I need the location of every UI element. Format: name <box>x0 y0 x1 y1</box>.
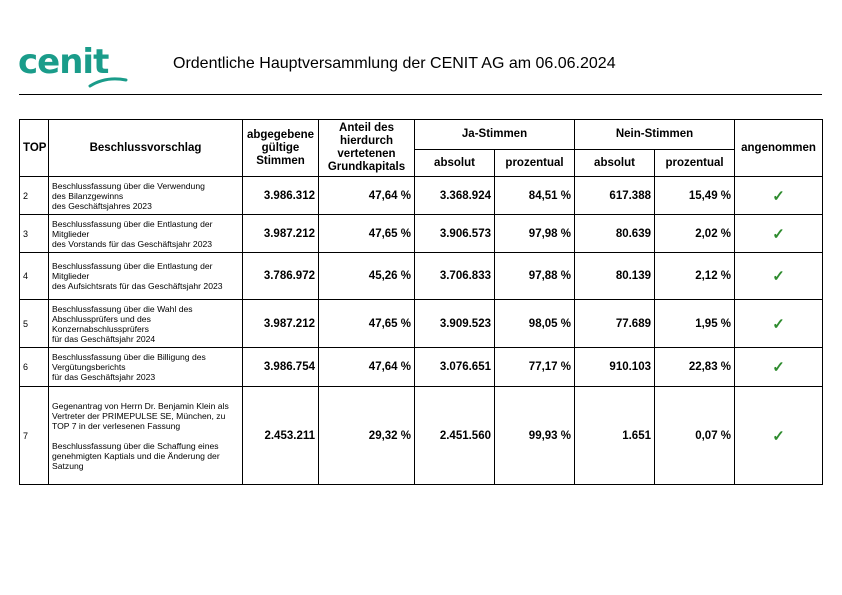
top-number: 5 <box>20 300 49 348</box>
yes-absolute: 3.076.651 <box>415 348 495 387</box>
capital-share: 47,64 % <box>319 177 415 215</box>
table-row <box>20 215 823 253</box>
no-absolute: 910.103 <box>575 348 655 387</box>
capital-share: 47,64 % <box>319 348 415 387</box>
no-percent: 2,12 % <box>655 253 735 300</box>
top-number: 4 <box>20 253 49 300</box>
yes-percent: 98,05 % <box>495 300 575 348</box>
company-logo <box>18 44 130 88</box>
header-no-absolute: absolut <box>575 150 655 177</box>
header-divider <box>19 94 822 95</box>
accepted-check-icon: ✓ <box>735 215 823 253</box>
accepted-check-icon: ✓ <box>735 253 823 300</box>
accepted-check-icon: ✓ <box>735 177 823 215</box>
capital-share: 29,32 % <box>319 387 415 485</box>
table-row <box>20 300 823 348</box>
no-percent: 0,07 % <box>655 387 735 485</box>
no-absolute: 77.689 <box>575 300 655 348</box>
no-absolute: 1.651 <box>575 387 655 485</box>
valid-votes: 3.786.972 <box>243 253 319 300</box>
valid-votes: 3.987.212 <box>243 300 319 348</box>
table-row <box>20 348 823 387</box>
no-absolute: 617.388 <box>575 177 655 215</box>
logo-swoosh-icon <box>88 74 128 88</box>
yes-percent: 99,93 % <box>495 387 575 485</box>
yes-absolute: 3.906.573 <box>415 215 495 253</box>
capital-share: 47,65 % <box>319 215 415 253</box>
table-row <box>20 387 823 485</box>
table-row <box>20 177 823 215</box>
header-share: Anteil des hierdurch vertetenen Grundkapitals <box>319 120 415 177</box>
header-proposal: Beschlussvorschlag <box>49 120 243 177</box>
capital-share: 47,65 % <box>319 300 415 348</box>
header-accepted: angenommen <box>735 120 823 177</box>
yes-percent: 97,98 % <box>495 215 575 253</box>
no-percent: 15,49 % <box>655 177 735 215</box>
valid-votes: 3.986.312 <box>243 177 319 215</box>
header-yes-absolute: absolut <box>415 150 495 177</box>
yes-percent: 84,51 % <box>495 177 575 215</box>
valid-votes: 3.986.754 <box>243 348 319 387</box>
top-number: 3 <box>20 215 49 253</box>
header-no-percent: prozentual <box>655 150 735 177</box>
yes-percent: 97,88 % <box>495 253 575 300</box>
proposal-text: Beschlussfassung über die Entlastung der Mitglieder des Aufsichtsrats für das Geschäftsjahr 2023 <box>49 253 243 300</box>
logo-text: cenit <box>18 42 109 82</box>
table-row <box>20 253 823 300</box>
capital-share: 45,26 % <box>319 253 415 300</box>
no-absolute: 80.639 <box>575 215 655 253</box>
header-yes-group: Ja-Stimmen <box>415 120 575 150</box>
top-number: 7 <box>20 387 49 485</box>
yes-percent: 77,17 % <box>495 348 575 387</box>
header-valid-votes: abgegebene gültige Stimmen <box>243 120 319 177</box>
yes-absolute: 2.451.560 <box>415 387 495 485</box>
no-percent: 22,83 % <box>655 348 735 387</box>
header-no-group: Nein-Stimmen <box>575 120 735 150</box>
no-percent: 2,02 % <box>655 215 735 253</box>
accepted-check-icon: ✓ <box>735 300 823 348</box>
valid-votes: 3.987.212 <box>243 215 319 253</box>
accepted-check-icon: ✓ <box>735 387 823 485</box>
page-title: Ordentliche Hauptversammlung der CENIT AG am 06.06.2024 <box>173 55 616 72</box>
proposal-text: Beschlussfassung über die Billigung des Vergütungsberichts für das Geschäftsjahr 2023 <box>49 348 243 387</box>
proposal-text: Beschlussfassung über die Verwendung des Bilanzgewinns des Geschäftsjahres 2023 <box>49 177 243 215</box>
header-yes-percent: prozentual <box>495 150 575 177</box>
proposal-text: Gegenantrag von Herrn Dr. Benjamin Klein als Vertreter der PRIMEPULSE SE, München, zu TOP 7 in der verlesenen Fassung Beschlussfassung über die Schaffung eines genehmigten Kaptials und die Änderung der Satzung <box>49 387 243 485</box>
top-number: 6 <box>20 348 49 387</box>
header-top: TOP <box>20 120 49 177</box>
valid-votes: 2.453.211 <box>243 387 319 485</box>
yes-absolute: 3.706.833 <box>415 253 495 300</box>
accepted-check-icon: ✓ <box>735 348 823 387</box>
no-percent: 1,95 % <box>655 300 735 348</box>
top-number: 2 <box>20 177 49 215</box>
voting-results-table <box>19 119 823 485</box>
proposal-text: Beschlussfassung über die Wahl des Abschlussprüfers und des Konzernabschlussprüfers für das Geschäftsjahr 2024 <box>49 300 243 348</box>
yes-absolute: 3.909.523 <box>415 300 495 348</box>
no-absolute: 80.139 <box>575 253 655 300</box>
yes-absolute: 3.368.924 <box>415 177 495 215</box>
proposal-text: Beschlussfassung über die Entlastung der Mitglieder des Vorstands für das Geschäftsjahr 2023 <box>49 215 243 253</box>
